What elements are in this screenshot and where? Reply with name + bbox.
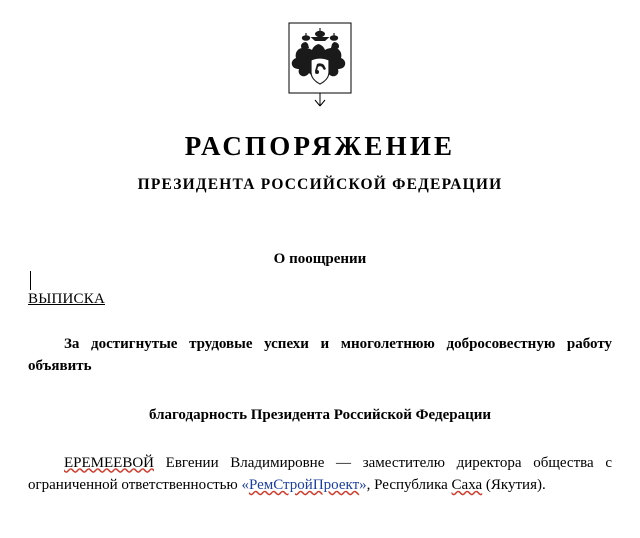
document-heading: О поощрении	[273, 250, 367, 267]
quote-close: »	[359, 477, 367, 494]
paragraph-merits-text: За достигнутые трудовые успехи и многолетнюю добросовестную работу объявить	[28, 335, 612, 374]
comma-separator: ,	[366, 477, 371, 494]
quote-open: «	[241, 477, 249, 494]
region-name: Саха	[451, 477, 483, 494]
em-dash: —	[336, 454, 352, 471]
organization-name: РемСтройПроект	[248, 477, 360, 494]
paragraph-recipient	[28, 452, 612, 497]
region-label: Республика	[374, 477, 448, 494]
region-parenthetical: (Якутия).	[485, 477, 546, 494]
text-caret	[30, 271, 31, 290]
extract-label: ВЫПИСКА	[28, 290, 105, 307]
document-subtitle: ПРЕЗИДЕНТА РОССИЙСКОЙ ФЕДЕРАЦИИ	[137, 175, 503, 193]
paragraph-merits	[28, 334, 612, 378]
document-title: РАСПОРЯЖЕНИЕ	[184, 131, 456, 161]
recipient-given-name: Евгении Владимировне	[165, 454, 325, 471]
document-body	[28, 193, 612, 497]
text-cursor-line	[28, 269, 612, 291]
recipient-surname: ЕРЕМЕЕВОЙ	[64, 454, 154, 471]
emblem-container	[0, 0, 640, 114]
paragraph-gratitude: благодарность Президента Российской Федерации	[148, 407, 492, 424]
russian-coat-of-arms-icon	[281, 22, 359, 114]
recipient-position: заместителю директора общества с ограниченной ответственностью	[28, 454, 613, 494]
